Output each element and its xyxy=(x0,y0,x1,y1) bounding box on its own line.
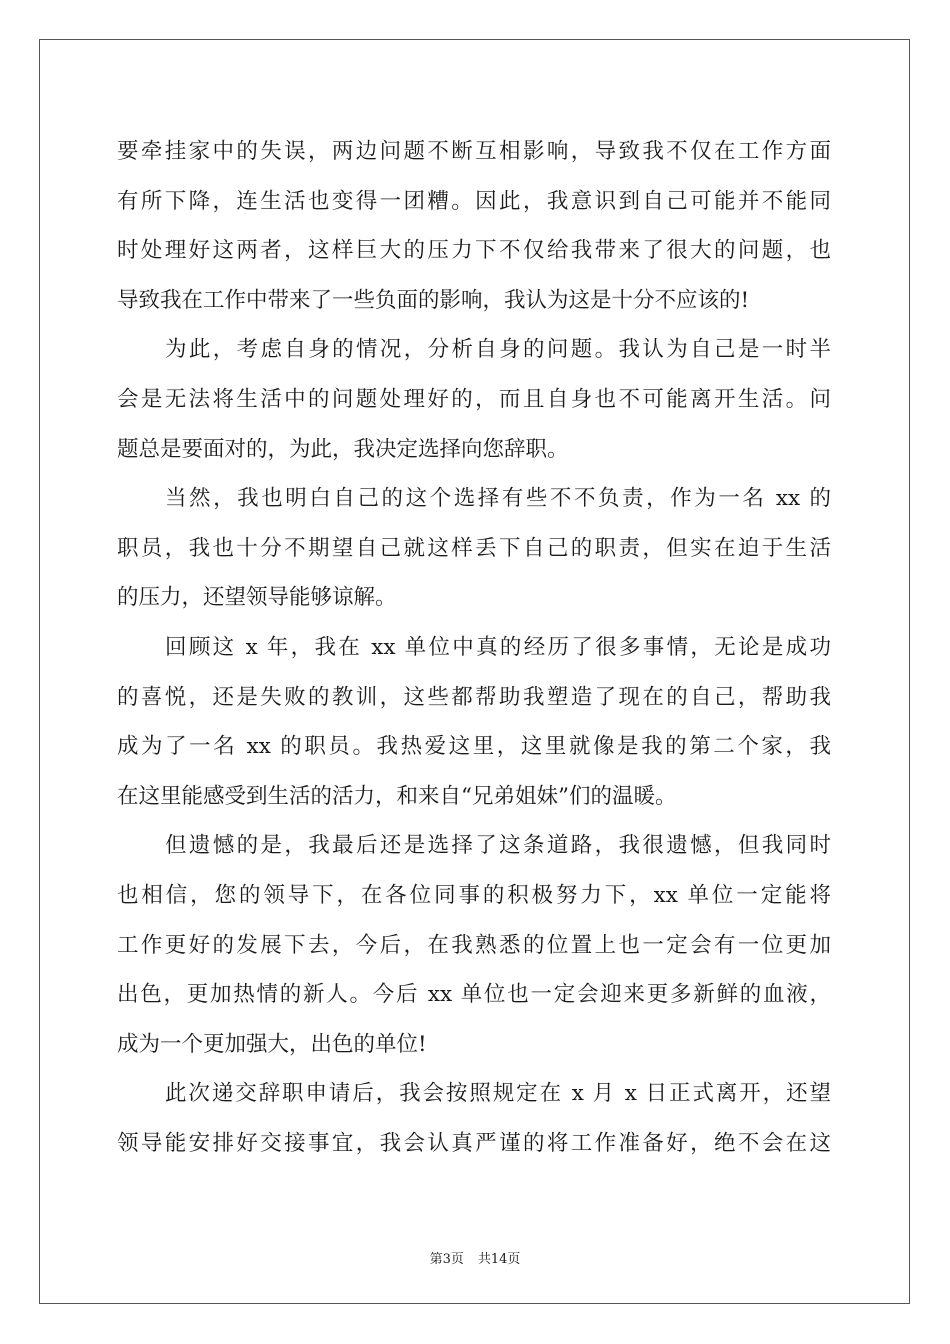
text-line: 时处理好这两者，这样巨大的压力下不仅给我带来了很大的问题，也 xyxy=(117,238,831,264)
text-line: 但遗憾的是，我最后还是选择了这条道路，我很遗憾，但我同时 xyxy=(165,833,831,859)
text-line: 的压力，还望领导能够谅解。 xyxy=(117,585,397,611)
text-line: 成为一个更加强大，出色的单位! xyxy=(117,1031,427,1057)
text-line: 回顾这 x 年，我在 xx 单位中真的经历了很多事情，无论是成功 xyxy=(165,634,831,660)
text-line: 职员，我也十分不期望自己就这样丢下自己的职责，但实在迫于生活 xyxy=(117,535,831,561)
text-line: 此次递交辞职申请后，我会按照规定在 x 月 x 日正式离开，还望 xyxy=(165,1081,831,1107)
page-total: 共14页 xyxy=(477,1252,521,1267)
text-line: 会是无法将生活中的问题处理好的，而且自身也不可能离开生活。问 xyxy=(117,386,831,412)
text-line: 有所下降，连生活也变得一团糟。因此，我意识到自己可能并不能同 xyxy=(117,188,831,214)
document-body xyxy=(117,127,831,1168)
text-line: 领导能安排好交接事宜，我会认真严谨的将工作准备好，绝不会在这 xyxy=(117,1130,831,1156)
text-line: 工作更好的发展下去，今后，在我熟悉的位置上也一定会有一位更加 xyxy=(117,932,831,958)
text-line: 要牵挂家中的失误，两边问题不断互相影响，导致我不仅在工作方面 xyxy=(117,139,831,164)
text-line: 题总是要面对的，为此，我决定选择向您辞职。 xyxy=(117,436,569,462)
text-line: 的喜悦，还是失败的教训，这些都帮助我塑造了现在的自己，帮助我 xyxy=(117,684,831,710)
page-footer xyxy=(0,1248,950,1267)
text-line: 出色，更加热情的新人。今后 xx 单位也一定会迎来更多新鲜的血液， xyxy=(117,982,831,1008)
text-line: 导致我在工作中带来了一些负面的影响，我认为这是十分不应该的! xyxy=(117,287,750,313)
text-line: 为此，考虑自身的情况，分析自身的问题。我认为自己是一时半 xyxy=(165,337,831,363)
text-line: 也相信，您的领导下，在各位同事的积极努力下，xx 单位一定能将 xyxy=(117,882,831,908)
text-line: 在这里能感受到生活的活力，和来自“兄弟姐妹”们的温暖。 xyxy=(117,783,677,809)
text-line: 成为了一名 xx 的职员。我热爱这里，这里就像是我的第二个家，我 xyxy=(117,734,831,760)
text-line: 当然，我也明白自己的这个选择有些不不负责，作为一名 xx 的 xyxy=(165,486,831,512)
page-number: 第3页 xyxy=(429,1252,464,1267)
